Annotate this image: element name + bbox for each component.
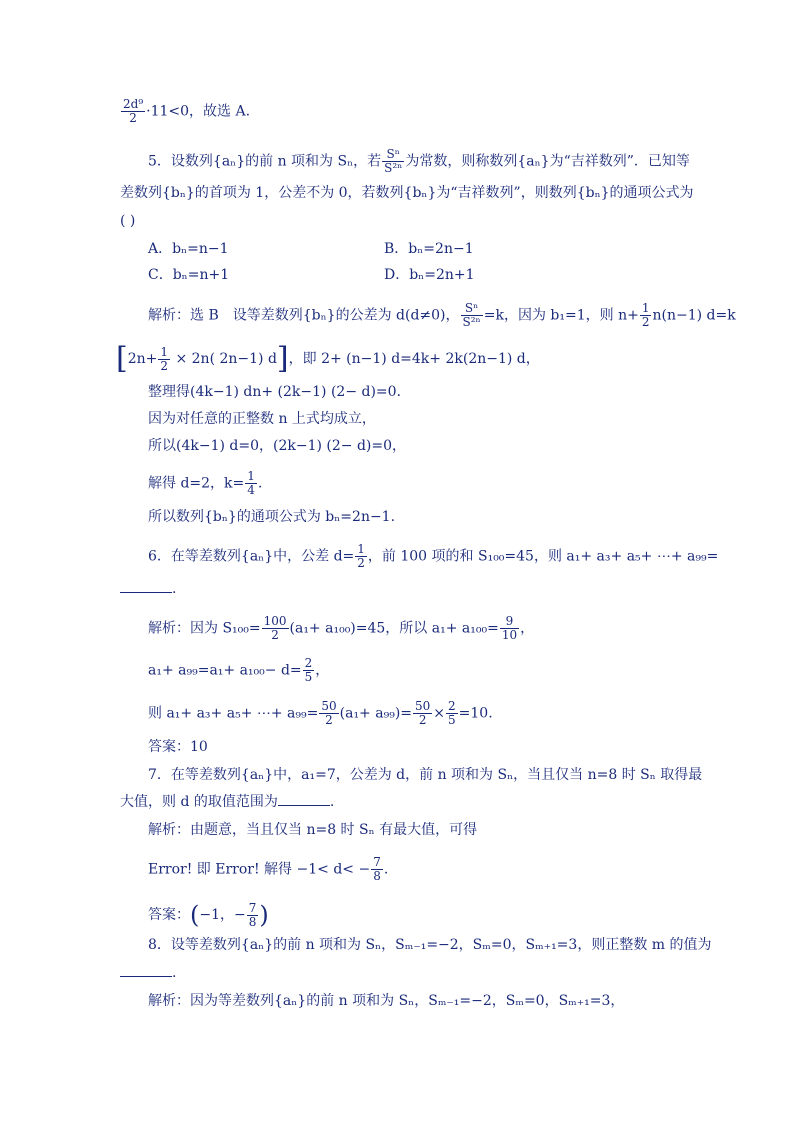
answer-6: 答案：10 [148, 739, 208, 755]
fraction: $\frac{\text{2d⁹}}{2}$ [123, 97, 144, 125]
fraction: $\frac{9}{10}$ [501, 614, 518, 642]
question-5-line-3: ( ) [120, 213, 136, 229]
question-8-line-1: 8．设等差数列{aₙ}的前 n 项和为 Sₙ，Sₘ₋₁=−2，Sₘ=0，Sₘ₊₁=3，则正整数 m 的值为 [148, 937, 712, 953]
fraction: $\frac{7}{8}$ [373, 855, 381, 883]
question-5-line-2: 差数列{bₙ}的首项为 1，公差不为 0，若数列{bₙ}为“吉祥数列”，则数列{bₙ}的通项公式为 [120, 185, 694, 201]
fraction: $\frac{1}{4}$ [247, 469, 255, 497]
solution-5-line-4: 因为对任意的正整数 n 上式均成立， [148, 411, 376, 427]
solution-7-line-2: Error! 即 Error! 解得 −1< d< − $\frac{7}{8}$ . [148, 855, 389, 883]
fraction: $\frac{1}{2}$ [160, 344, 169, 373]
answer-blank[interactable] [278, 793, 330, 806]
fraction: $\frac{1}{2}$ [641, 301, 650, 329]
solution-5-line-3: 整理得(4k−1) dn+ (2k−1) (2− d)=0． [148, 384, 411, 400]
question-7-line-1: 7．在等差数列{aₙ}中，a₁=7，公差为 d，前 n 项和为 Sₙ，当且仅当 n=8 时 Sₙ 取得最 [148, 767, 703, 783]
solution-5-line-2: [2n+ $\frac{1}{2}$ × 2n( 2n−1) d]，即 2+ (n−1) d=4k+ 2k(2n−1) d， [116, 341, 540, 376]
question-7-line-2: 大值，则 d 的取值范围为 . [120, 794, 335, 810]
question-5-line-1: 5．设数列{aₙ}的前 n 项和为 Sₙ，若 $\frac{\text{Sⁿ}}{\text{S²ⁿ}}$ 为常数，则称数列{aₙ}为“吉祥数列”．已知等 [148, 147, 690, 175]
fraction: $\frac{2}{5}$ [448, 699, 456, 727]
question-8-line-2: . [120, 964, 176, 982]
solution-7-line-1: 解析：由题意，当且仅当 n=8 时 Sₙ 有最大值，可得 [148, 822, 478, 838]
question-6-line-1: 6．在等差数列{aₙ}中，公差 d= $\frac{1}{2}$ ，前 100 项的和 S₁₀₀=45，则 a₁+ a₃+ a₅+ ⋯+ a₉₉= [148, 542, 719, 570]
fraction: $\frac{7}{8}$ [248, 900, 257, 929]
solution-5-line-1: 解析：选 B 设等差数列{bₙ}的公差为 d(d≠0)， $\frac{\text{Sⁿ}}{\text{S²ⁿ}}$ =k，因为 b₁=1，则 n+ $\frac{1}{2}$ n(n−1) d=k [148, 301, 736, 329]
fraction: $\frac{50}{2}$ [321, 699, 337, 727]
fraction: $\frac{\text{Sⁿ}}{\text{S²ⁿ}}$ [462, 301, 481, 329]
answer-7: 答案：(−1，− $\frac{7}{8}$ ) [148, 900, 269, 929]
solution-8-line-1: 解析：因为等差数列{aₙ}的前 n 项和为 Sₙ，Sₘ₋₁=−2，Sₘ=0，Sₘ₊₁=3， [148, 993, 625, 1009]
solution-5-line-6: 解得 d=2，k= $\frac{1}{4}$ . [148, 469, 263, 497]
option-d: D．bₙ=2n+1 [384, 267, 475, 283]
option-c: C．bₙ=n+1 [148, 267, 230, 283]
fraction: $\frac{100}{2}$ [263, 614, 287, 642]
fraction: $\frac{50}{2}$ [415, 699, 431, 727]
solution-5-line-7: 所以数列{bₙ}的通项公式为 bₙ=2n−1. [148, 509, 396, 525]
fraction: $\frac{1}{2}$ [357, 542, 365, 570]
prev-answer-tail: $\frac{\text{2d⁹}}{2}$ ·11<0，故选 A. [123, 97, 251, 125]
question-6-line-2: . [120, 580, 176, 598]
fraction: $\frac{\text{Sⁿ}}{\text{S²ⁿ}}$ [384, 147, 403, 175]
option-b: B．bₙ=2n−1 [384, 241, 474, 257]
solution-6-line-2: a₁+ a₉₉=a₁+ a₁₀₀− d= $\frac{2}{5}$ ， [148, 656, 330, 684]
answer-blank[interactable] [120, 580, 172, 593]
solution-6-line-3: 则 a₁+ a₃+ a₅+ ⋯+ a₉₉= $\frac{50}{2}$ (a₁+ a₉₉)= $\frac{50}{2}$ × $\frac{2}{5}$ =10. [148, 699, 493, 727]
answer-blank[interactable] [120, 964, 172, 977]
solution-6-line-1: 解析：因为 S₁₀₀= $\frac{100}{2}$ (a₁+ a₁₀₀)=45，所以 a₁+ a₁₀₀= $\frac{9}{10}$ ， [148, 614, 535, 642]
option-a: A．bₙ=n−1 [148, 241, 229, 257]
solution-5-line-5: 所以(4k−1) d=0，(2k−1) (2− d)=0， [148, 438, 407, 454]
fraction: $\frac{2}{5}$ [304, 656, 313, 684]
